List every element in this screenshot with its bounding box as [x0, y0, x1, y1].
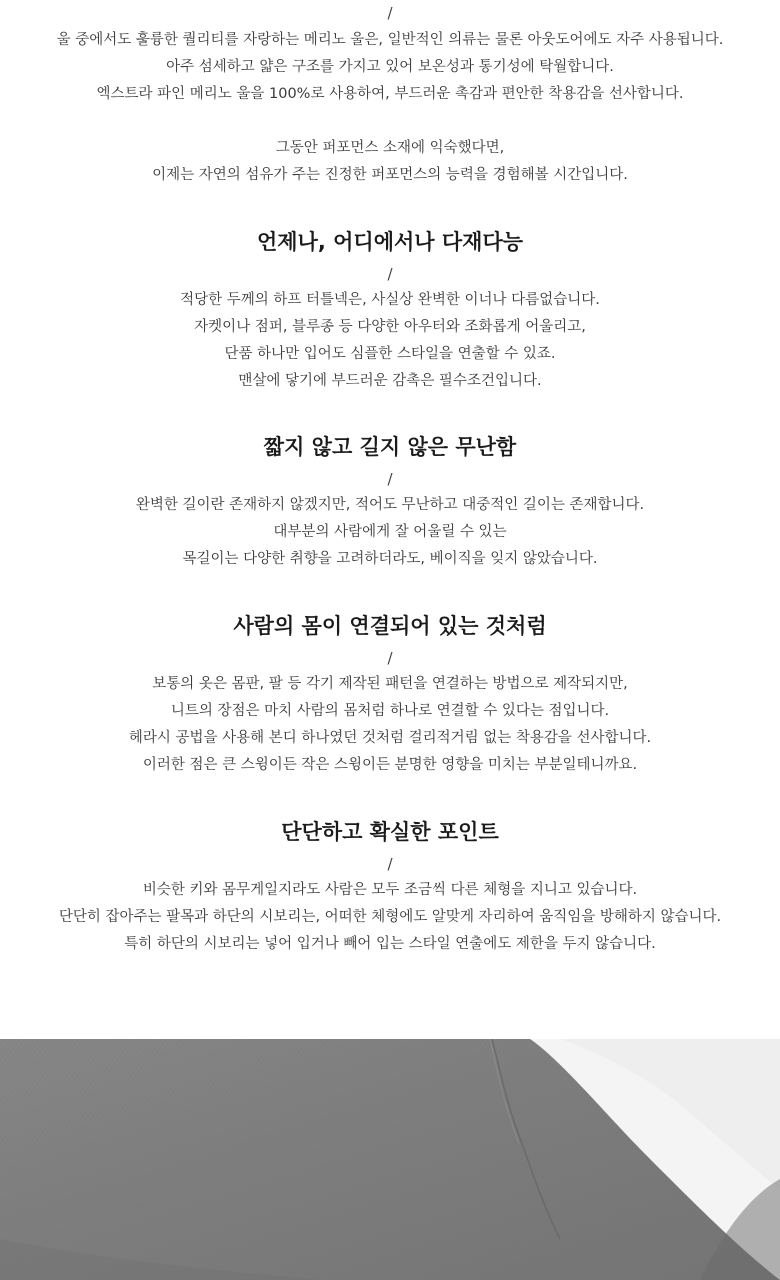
section-line: 단품 하나만 입어도 심플한 스타일을 연출할 수 있죠. — [224, 346, 556, 362]
intro-line-3: 엑스트라 파인 메리노 울을 100%로 사용하여, 부드러운 촉감과 편안한 착용감을 선사합니다. — [96, 86, 684, 102]
section-line: 자켓이나 점퍼, 블루종 등 다양한 아우터와 조화롭게 어울리고, — [194, 319, 586, 335]
section-line: 단단히 잡아주는 팔목과 하단의 시보리는, 어떠한 체형에도 알맞게 자리하여 움직임을 방해하지 않습니다. — [58, 909, 722, 925]
fabric-closeup-image — [0, 1039, 780, 1280]
intro-line-4: 그동안 퍼포먼스 소재에 익숙했다면, — [275, 140, 505, 156]
section-line: 맨살에 닿기에 부드러운 감촉은 필수조건입니다. — [238, 373, 542, 389]
section-slash: / — [387, 649, 393, 667]
section-versatile — [0, 227, 780, 395]
section-seamless — [0, 611, 780, 779]
intro-section — [0, 0, 780, 189]
section-line: 목길이는 다양한 취향을 고려하더라도, 베이직을 잊지 않았습니다. — [182, 551, 598, 567]
intro-slash: / — [387, 4, 393, 22]
intro-line-5: 이제는 자연의 섬유가 주는 진정한 퍼포먼스의 능력을 경험해볼 시간입니다. — [152, 167, 628, 183]
section-title: 짧지 않고 길지 않은 무난함 — [263, 435, 517, 459]
section-line: 대부분의 사람에게 잘 어울릴 수 있는 — [273, 524, 507, 540]
section-line: 특히 하단의 시보리는 넣어 입거나 빼어 입는 스타일 연출에도 제한을 두지 않습니다. — [124, 936, 656, 952]
section-line: 이러한 점은 큰 스윙이든 작은 스윙이든 분명한 영향을 미치는 부분일테니까요. — [142, 757, 638, 773]
section-slash: / — [387, 855, 393, 873]
intro-line-1: 울 중에서도 훌륭한 퀄리티를 자랑하는 메리노 울은, 일반적인 의류는 물론 아웃도어에도 자주 사용됩니다. — [56, 32, 724, 48]
section-line: 비슷한 키와 몸무게일지라도 사람은 모두 조금씩 다른 체형을 지니고 있습니다. — [142, 882, 638, 898]
section-line: 완벽한 길이란 존재하지 않겠지만, 적어도 무난하고 대중적인 길이는 존재합니다. — [135, 497, 645, 513]
section-length — [0, 432, 780, 573]
section-line: 니트의 장점은 마치 사람의 몸처럼 하나로 연결할 수 있다는 점입니다. — [170, 703, 610, 719]
section-line: 헤라시 공법을 사용해 본디 하나였던 것처럼 걸리적거림 없는 착용감을 선사합니다. — [128, 730, 652, 746]
section-line: 적당한 두께의 하프 터틀넥은, 사실상 완벽한 이너나 다름없습니다. — [180, 292, 600, 308]
section-line: 보통의 옷은 몸판, 팔 등 각기 제작된 패턴을 연결하는 방법으로 제작되지만, — [152, 676, 628, 692]
section-title: 단단하고 확실한 포인트 — [281, 820, 499, 844]
section-ribbing — [0, 817, 780, 958]
section-title: 사람의 몸이 연결되어 있는 것처럼 — [233, 614, 547, 638]
section-slash: / — [387, 265, 393, 283]
section-slash: / — [387, 470, 393, 488]
section-title: 언제나, 어디에서나 다재다능 — [256, 230, 524, 254]
fabric-texture-image — [0, 1039, 780, 1280]
intro-line-2: 아주 섬세하고 얇은 구조를 가지고 있어 보온성과 통기성에 탁월합니다. — [166, 59, 614, 75]
